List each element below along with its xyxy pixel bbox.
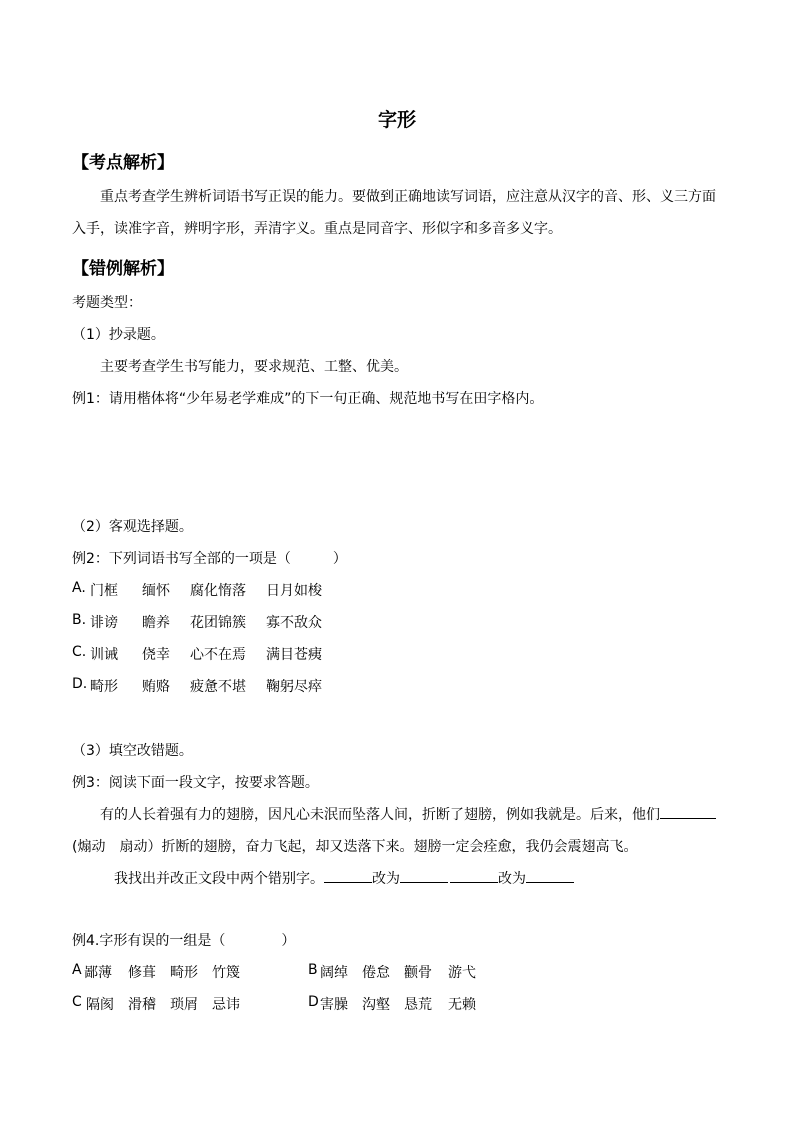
option-word: 鄙薄 — [84, 965, 112, 981]
option-word: 门框 — [90, 583, 118, 599]
section-heading-analysis: 【考点解析】 — [72, 153, 174, 173]
option-word: 心不在焉 — [190, 647, 246, 663]
option-word: 寡不敌众 — [266, 615, 322, 631]
example-3-task-part2 — [450, 868, 574, 888]
correct-char-blank-2[interactable] — [526, 868, 574, 883]
option-word: 满目苍痍 — [266, 647, 322, 663]
option-word: 忌讳 — [212, 997, 240, 1013]
option-word: 瞻养 — [142, 615, 170, 631]
option-word: 倦怠 — [362, 965, 390, 981]
option-word: 疲惫不堪 — [190, 679, 246, 695]
example-3: 例3：阅读下面一段文字，按要求答题。 — [72, 775, 319, 791]
option-letter: A. — [72, 580, 86, 596]
correct-char-blank-1[interactable] — [400, 868, 448, 883]
analysis-paragraph-line2: 入手，读准字音，辨明字形，弄清字义。重点是同音字、形似字和多音多义字。 — [72, 221, 562, 237]
option-word: 害臊 — [320, 997, 348, 1013]
option-word: 畸形 — [170, 965, 198, 981]
q1-description: 主要考查学生书写能力，要求规范、工整、优美。 — [100, 359, 408, 375]
section-heading-errors: 【错例解析】 — [72, 259, 174, 279]
change-to-label: 改为 — [372, 871, 400, 887]
example-4: 例4.字形有误的一组是（ ） — [72, 933, 296, 949]
option-word: 腐化惰落 — [190, 583, 246, 599]
option-word: 沟壑 — [362, 997, 390, 1013]
option-word: 恳荒 — [404, 997, 432, 1013]
option-word: 阔绰 — [320, 965, 348, 981]
option-word: 诽谤 — [90, 615, 118, 631]
paragraph-text: 有的人长着强有力的翅膀，因凡心未泯而坠落人间，折断了翅膀，例如我就是。后来，他们 — [100, 807, 660, 823]
option-word: 日月如梭 — [266, 583, 322, 599]
example-2: 例2：下列词语书写全部的一项是（ ） — [72, 551, 347, 567]
option-word: 竹篾 — [212, 965, 240, 981]
wrong-char-blank-2[interactable] — [450, 868, 498, 883]
option-letter: B. — [72, 612, 87, 628]
change-to-label: 改为 — [498, 871, 526, 887]
example-3-paragraph-line2: (煽动 扇动）折断的翅膀，奋力飞起，却又迭落下来。翅膀一定会痊愈，我仍会震翅高飞。 — [72, 839, 638, 855]
option-letter: B — [308, 962, 318, 978]
option-word: 隔阂 — [86, 997, 114, 1013]
example-3-paragraph-line1 — [100, 804, 716, 824]
option-word: 侥幸 — [142, 647, 170, 663]
task-text: 我找出并改正文段中两个错别字。 — [114, 871, 324, 887]
example-3-task — [114, 868, 448, 888]
page-title: 字形 — [377, 109, 416, 131]
option-word: 缅怀 — [142, 583, 170, 599]
option-word: 无赖 — [448, 997, 476, 1013]
option-word: 鞠躬尽瘁 — [266, 679, 322, 695]
analysis-paragraph-line1: 重点考查学生辨析词语书写正误的能力。要做到正确地读写词语，应注意从汉字的音、形、义三方面 — [100, 189, 716, 205]
q1-label: （1）抄录题。 — [72, 327, 165, 343]
option-word: 游弋 — [448, 965, 476, 981]
question-type-label: 考题类型： — [72, 295, 142, 311]
option-letter: A — [72, 962, 82, 978]
wrong-char-blank-1[interactable] — [324, 868, 372, 883]
q2-label: （2）客观选择题。 — [72, 519, 193, 535]
example-1: 例1：请用楷体将“少年易老学难成”的下一句正确、规范地书写在田字格内。 — [72, 391, 544, 407]
option-word: 训诫 — [90, 647, 118, 663]
option-word: 畸形 — [90, 679, 118, 695]
option-letter: D. — [72, 676, 88, 692]
option-word: 花团锦簇 — [190, 615, 246, 631]
option-word: 修葺 — [128, 965, 156, 981]
option-word: 滑稽 — [128, 997, 156, 1013]
option-letter: D — [308, 994, 319, 1010]
option-word: 琐屑 — [170, 997, 198, 1013]
answer-blank[interactable] — [660, 804, 716, 819]
option-word: 颧骨 — [404, 965, 432, 981]
option-letter: C. — [72, 644, 87, 660]
q3-label: （3）填空改错题。 — [72, 743, 193, 759]
option-word: 贿赂 — [142, 679, 170, 695]
option-letter: C — [72, 994, 82, 1010]
